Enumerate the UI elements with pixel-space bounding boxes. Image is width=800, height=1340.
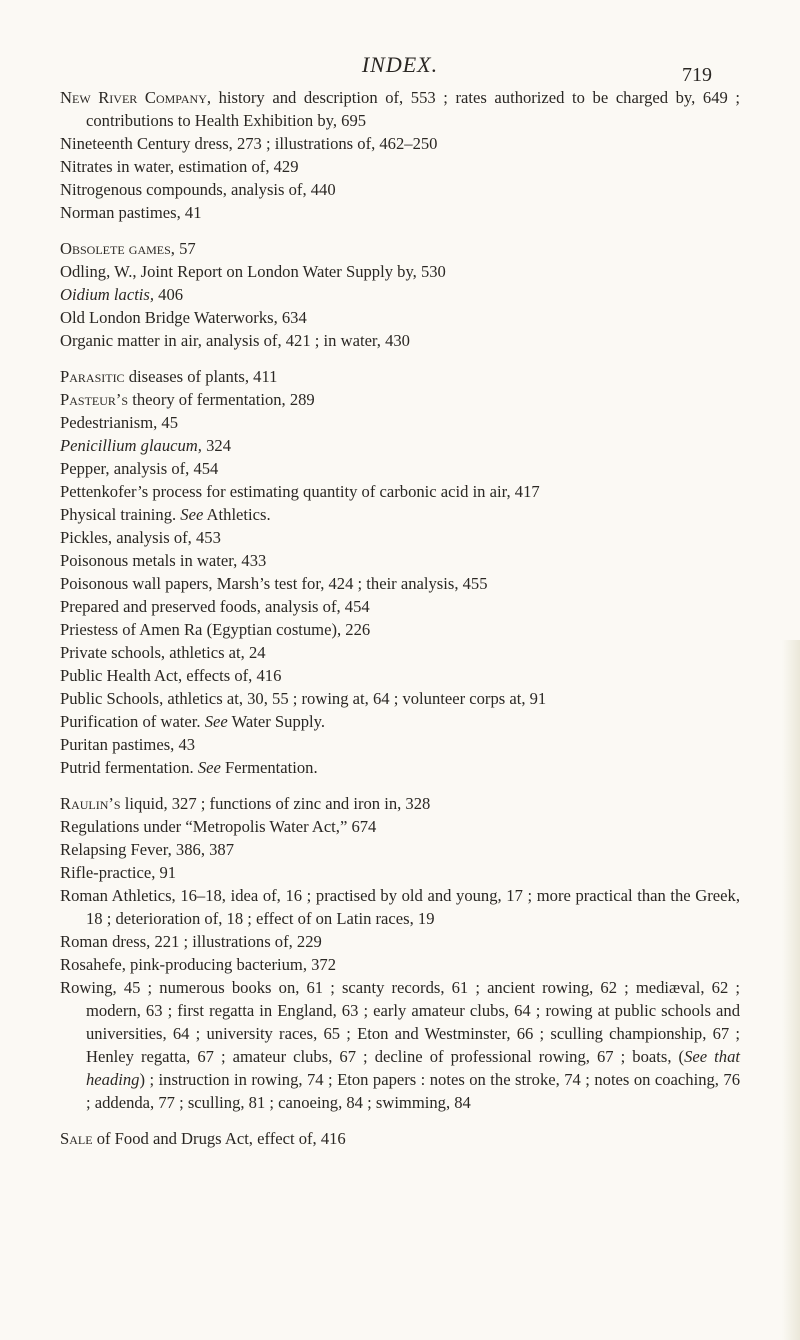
entry-text: of Food and Drugs Act, effect of, 416	[92, 1129, 346, 1148]
see-target: Athletics.	[203, 505, 271, 524]
page-edge-shadow	[782, 640, 800, 1340]
entry-text: theory of fermentation, 289	[128, 390, 315, 409]
entry-heading: Nitrogenous compounds,	[60, 180, 227, 199]
entry-text: diseases of plants, 411	[124, 367, 278, 386]
entry-heading: Priestess of Amen Ra	[60, 620, 203, 639]
entry-heading: Rosahefe,	[60, 955, 126, 974]
entry-heading: Rowing,	[60, 978, 117, 997]
entry-text: 43	[174, 735, 196, 754]
entry-heading: Old London Bridge Waterworks,	[60, 308, 278, 327]
entry-heading: Rifle-practice,	[60, 863, 156, 882]
entry-heading: Oidium lactis,	[60, 285, 155, 304]
entry-heading: Pedestrianism,	[60, 413, 158, 432]
entry-heading: Odling, W.,	[60, 262, 137, 281]
index-section	[60, 86, 740, 224]
entry-text: 91	[155, 863, 177, 882]
entry-heading: Puritan pastimes,	[60, 735, 175, 754]
index-entry	[60, 526, 740, 549]
entry-text: 45	[157, 413, 178, 432]
index-entry	[60, 260, 740, 283]
entry-text: (Egyptian costume), 226	[202, 620, 371, 639]
index-entry	[60, 86, 740, 132]
see-target: Fermentation.	[220, 758, 318, 777]
index-entry	[60, 329, 740, 352]
index-entry	[60, 618, 740, 641]
index-entry	[60, 457, 740, 480]
page-header	[0, 52, 800, 86]
index-entry	[60, 687, 740, 710]
entry-text: 273 ; illustrations of, 462–250	[232, 134, 438, 153]
index-entry	[60, 976, 740, 1114]
entry-text: “Metropolis Water Act,” 674	[181, 817, 377, 836]
entry-heading: Relapsing Fever,	[60, 840, 172, 859]
see-target: ) ; instruction in rowing, 74 ; Eton papers : notes on the stroke, 74 ; notes on coaching, 76 ; addenda, 77 ; sculling, 81 ; canoeing, 84 ; swimming, 84	[86, 1070, 740, 1112]
see-target: Water Supply.	[227, 712, 326, 731]
see-reference: See that heading	[86, 1047, 740, 1089]
index-entry	[60, 503, 740, 526]
entry-text: analysis of, 421 ; in water, 430	[201, 331, 410, 350]
index-entry	[60, 480, 740, 503]
entry-text: athletics at, 30, 55 ; rowing at, 64 ; volunteer corps at, 91	[163, 689, 547, 708]
entry-text: pink-producing bacterium, 372	[125, 955, 337, 974]
index-entry	[60, 595, 740, 618]
page-number: 719	[682, 64, 712, 86]
entry-heading: Poisonous wall papers,	[60, 574, 213, 593]
entry-heading: Putrid fermentation.	[60, 758, 194, 777]
entry-heading: Pepper,	[60, 459, 110, 478]
index-entry	[60, 411, 740, 434]
index-entry	[60, 664, 740, 687]
index-section	[60, 237, 740, 352]
index-entry	[60, 733, 740, 756]
index-entry	[60, 572, 740, 595]
index-entry	[60, 434, 740, 457]
entry-text: for estimating quantity of carbonic acid in air, 417	[202, 482, 540, 501]
entry-heading: Public Schools,	[60, 689, 164, 708]
entry-heading: Physical training.	[60, 505, 177, 524]
index-entry	[60, 178, 740, 201]
entry-heading: Pettenkofer’s process	[60, 482, 203, 501]
entry-text: 634	[277, 308, 307, 327]
index-section	[60, 365, 740, 779]
entry-heading: Pasteur’s	[60, 390, 129, 409]
entry-heading: Regulations under	[60, 817, 182, 836]
index-entry	[60, 792, 740, 815]
entry-heading: Sale	[60, 1129, 93, 1148]
entry-text: analysis of, 453	[112, 528, 221, 547]
index-entry	[60, 884, 740, 930]
running-head-title: INDEX.	[361, 52, 439, 77]
index-entry	[60, 306, 740, 329]
entry-heading: Purification of water.	[60, 712, 201, 731]
entry-text: athletics at, 24	[165, 643, 266, 662]
index-entry	[60, 1127, 740, 1150]
see-reference: See	[180, 505, 204, 524]
entry-heading: Nitrates in water,	[60, 157, 175, 176]
index-entry	[60, 201, 740, 224]
entry-heading: Nineteenth Century dress,	[60, 134, 233, 153]
index-body	[60, 86, 740, 1163]
entry-text: analysis of, 454	[260, 597, 370, 616]
entry-heading: Private schools,	[60, 643, 166, 662]
entry-heading: Raulin’s	[60, 794, 121, 813]
entry-heading: Organic matter in air,	[60, 331, 202, 350]
entry-heading: Penicillium glaucum,	[60, 436, 202, 455]
entry-text: effects of, 416	[182, 666, 282, 685]
see-reference: See	[204, 712, 228, 731]
index-entry	[60, 155, 740, 178]
entry-text: 221 ; illustrations of, 229	[150, 932, 322, 951]
entry-text: Marsh’s test for, 424 ; their analysis, 455	[212, 574, 488, 593]
index-entry	[60, 641, 740, 664]
entry-text: 41	[180, 203, 202, 222]
entry-heading: Roman dress,	[60, 932, 151, 951]
index-entry	[60, 388, 740, 411]
entry-heading: Pickles,	[60, 528, 113, 547]
entry-heading: New River Company,	[60, 88, 212, 107]
entry-text: estimation of, 429	[174, 157, 299, 176]
index-entry	[60, 710, 740, 733]
entry-text: 324	[201, 436, 231, 455]
index-entry	[60, 756, 740, 779]
index-entry	[60, 237, 740, 260]
entry-text: 433	[237, 551, 267, 570]
entry-text: 45 ; numerous books on, 61 ; scanty records, 61 ; ancient rowing, 62 ; mediæval, 62 ; modern, 63 ; first regatta in England, 63 ; early amateur clubs, 64 ; rowing at public schools and universities, 64 ; university races, 65 ; Eton and Westminster, 66 ; sculling championship, 67 ; Henley regatta, 67 ; amateur clubs, 67 ; decline of professional rowing, 67 ; boats, (	[86, 978, 740, 1066]
index-entry	[60, 953, 740, 976]
index-entry	[60, 861, 740, 884]
index-section	[60, 792, 740, 1114]
entry-text: Joint Report on London Water Supply by, 530	[136, 262, 446, 281]
entry-text: 406	[154, 285, 184, 304]
see-reference: See	[197, 758, 221, 777]
index-entry	[60, 930, 740, 953]
index-section	[60, 1127, 740, 1150]
entry-heading: Parasitic	[60, 367, 125, 386]
index-entry	[60, 838, 740, 861]
entry-text: liquid, 327 ; functions of zinc and iron in, 328	[120, 794, 431, 813]
entry-heading: Prepared and preserved foods,	[60, 597, 261, 616]
entry-text: 386, 387	[171, 840, 235, 859]
entry-heading: Public Health Act,	[60, 666, 183, 685]
index-entry	[60, 365, 740, 388]
entry-heading: Norman pastimes,	[60, 203, 181, 222]
entry-text: analysis of, 440	[226, 180, 336, 199]
entry-text: history and description of, 553 ; rates authorized to be charged by, 649 ; contributions to Health Exhibition by, 695	[86, 88, 740, 130]
entry-heading: Roman Athletics,	[60, 886, 176, 905]
index-entry	[60, 132, 740, 155]
index-entry	[60, 283, 740, 306]
entry-text: 57	[174, 239, 196, 258]
index-entry	[60, 549, 740, 572]
entry-heading: Poisonous metals in water,	[60, 551, 238, 570]
entry-text: analysis of, 454	[109, 459, 219, 478]
index-entry	[60, 815, 740, 838]
entry-text: 16–18, idea of, 16 ; practised by old and young, 17 ; more practical than the Greek, 18 ; deterioration of, 18 ; effect of on Latin races, 19	[86, 886, 740, 928]
entry-heading: Obsolete games,	[60, 239, 175, 258]
